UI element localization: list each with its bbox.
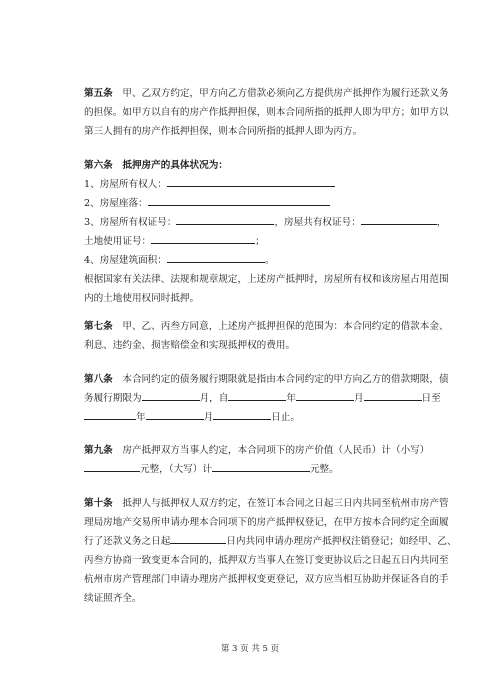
article-8 [84,370,449,427]
text-line: 续证照齐全。 [84,593,142,604]
text-line: 杭州市房产管理部门申请办理房产抵押权变更登记，双方应当相互协助并保证各自的手 [84,574,449,585]
article-10 [84,494,457,608]
end-day-blank[interactable] [213,408,271,420]
article-7 [84,317,449,355]
end-year-blank[interactable] [84,408,136,420]
punct: 。 [264,255,275,266]
ownership-cert-label: 3、房屋所有权证号： [84,217,177,228]
land-cert-blank[interactable] [151,232,255,244]
text-line: 理局房地产交易所申请办理本合同项下的房产抵押权登记，在甲方按本合同约定全面履 [84,517,449,528]
text-line: 第三人拥有的房产作抵押担保，则本合同所指的抵押人即为丙方。 [84,126,363,137]
punct: ； [255,236,265,247]
article-5-label: 第五条 [84,88,113,99]
owner-blank[interactable] [167,175,335,187]
location-label: 2、房屋座落： [84,198,148,209]
location-blank[interactable] [148,194,330,206]
text: 日止。 [271,412,300,423]
article-8-label: 第八条 [84,374,113,385]
text-line: 的担保。如甲方以自有的房产作抵押担保，则本合同所指的抵押人即为甲方；如甲方以 [84,107,449,118]
text: 年 [286,393,296,404]
text-line: 内的土地使用权同时抵押。 [84,293,200,304]
text-line: 丙叁方协商一致变更本合同的，抵押双方当事人在签订变更协议后之日起五日内共同至 [84,555,449,566]
text-line: 本合同约定的债务履行期限就是指由本合同约定的甲方向乙方的借款期限，债 [112,374,449,385]
article-10-label: 第十条 [84,498,113,509]
text: 日至 [421,393,441,404]
punct: ， [436,217,447,228]
text-line: 甲、乙、丙叁方同意，上述房产抵押担保的范围为：本合同约定的借款本金、 [112,321,449,332]
text: 务履行期限为 [84,393,142,404]
text: 日内共同申请办理房产抵押权注销登记；如经甲、乙、 [226,536,457,547]
article-9 [84,441,436,479]
start-month-blank[interactable] [296,389,354,401]
text: 月，自 [199,393,229,404]
article-5 [84,84,449,141]
text: 月 [203,412,214,423]
text: 行了还款义务之日起 [84,536,171,547]
text-line: 房产抵押双方当事人约定，本合同项下的房产价值（人民币）计（小写） [112,445,430,456]
text: 元整。 [309,464,339,475]
article-6-title: 抵押房产的具体状况为： [112,160,228,171]
text: 月 [353,393,364,404]
term-months-blank[interactable] [142,389,200,401]
text-line: 根据国家有关法律、法规和规章规定，上述房产抵押时，房屋所有权和该房屋占用范围 [84,274,449,285]
co-ownership-cert-blank[interactable] [361,213,437,225]
value-uppercase-blank[interactable] [212,460,310,472]
text-line: 甲、乙双方约定，甲方向乙方借款必须向乙方提供房产抵押作为履行还款义务 [112,88,449,99]
page-footer: 第 3 页 共 5 页 [220,644,280,654]
land-cert-label: 土地使用证号： [84,236,152,247]
start-year-blank[interactable] [228,389,286,401]
owner-label: 1、房屋所有权人： [84,179,167,190]
text: 年 [136,412,146,423]
article-9-label: 第九条 [84,445,113,456]
area-label: 4、房屋建筑面积： [84,255,167,266]
end-month-blank[interactable] [146,408,204,420]
text-line: 利息、违约金、损害赔偿金和实现抵押权的费用。 [84,340,296,351]
article-6 [84,156,449,308]
ownership-cert-blank[interactable] [176,213,274,225]
text-line: 抵押人与抵押权人双方约定，在签订本合同之日起三日内共同至杭州市房产管 [112,498,449,509]
area-blank[interactable] [167,251,265,263]
text: 元整，（大写）计 [140,464,212,475]
article-6-label: 第六条 [84,160,113,171]
registration-days-blank[interactable] [170,532,226,544]
start-day-blank[interactable] [364,389,422,401]
value-lowercase-blank[interactable] [84,460,140,472]
co-ownership-cert-label: ，房屋共有权证号： [274,217,361,228]
article-7-label: 第七条 [84,321,113,332]
